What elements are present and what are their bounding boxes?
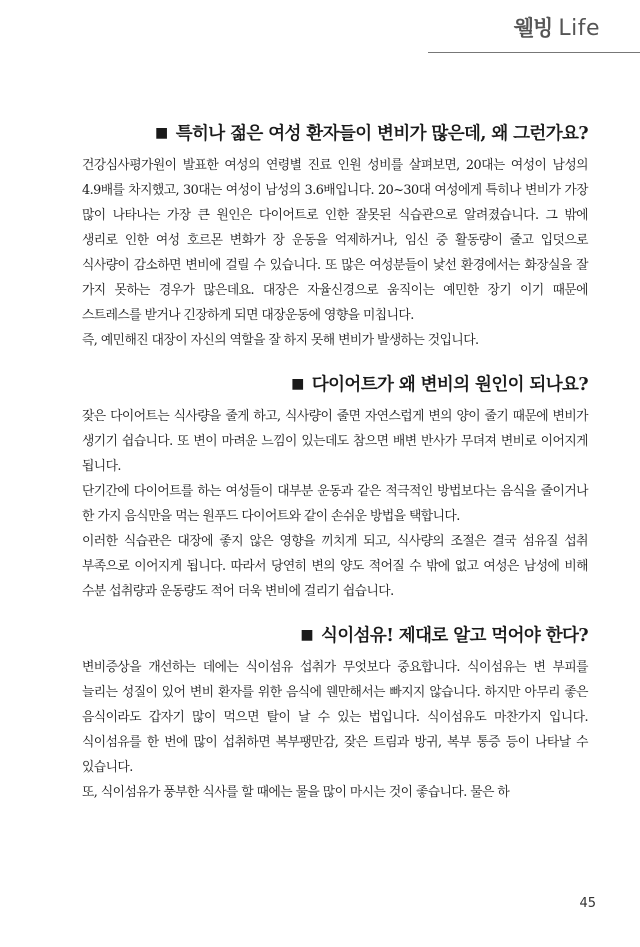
paragraph: 또, 식이섬유가 풍부한 식사를 할 때에는 물을 많이 마시는 것이 좋습니다. 물은 하: [82, 785, 510, 800]
section-diet-cause: [82, 371, 588, 604]
section-heading: [82, 371, 588, 396]
section-heading-text: 식이섬유! 제대로 알고 먹어야 한다?: [321, 626, 588, 646]
paragraph: 즉, 예민해진 대장이 자신의 역할을 잘 하지 못해 변비가 발생하는 것입니다.: [82, 333, 479, 348]
section-heading: [82, 622, 588, 647]
section-dietary-fiber: [82, 622, 588, 805]
header-rule: [428, 52, 640, 53]
paragraph: 이러한 식습관은 대장에 좋지 않은 영향을 끼치게 되고, 식사량의 조절은 결국 섬유질 섭취 부족으로 이어지게 됩니다. 따라서 당연히 변의 양도 적어질 수 밖에 없고 여성은 남성에 비해 수분 섭취량과 운동량도 적어 더욱 변비에 걸리기 쉽습니다.: [82, 534, 588, 599]
page-body: [82, 120, 588, 823]
square-bullet-icon: ■: [155, 125, 168, 141]
square-bullet-icon: ■: [300, 627, 314, 643]
paragraph: 단기간에 다이어트를 하는 여성들이 대부분 운동과 같은 적극적인 방법보다는 음식을 줄이거나 한 가지 음식만을 먹는 원푸드 다이어트와 같이 손쉬운 방법을 택합니다.: [82, 484, 588, 524]
section-heading-text: 다이어트가 왜 변비의 원인이 되나요?: [311, 375, 588, 395]
paragraph: 잦은 다이어트는 식사량을 줄게 하고, 식사량이 줄면 자연스럽게 변의 양이 줄기 때문에 변비가 생기기 쉽습니다. 또 변이 마려운 느낌이 있는데도 참으면 배변 반사가 무뎌져 변비로 이어지게 됩니다.: [82, 409, 588, 474]
section-young-women-constipation: [82, 120, 588, 353]
square-bullet-icon: ■: [291, 376, 304, 392]
header-korean-title: 웰빙: [513, 16, 553, 40]
section-heading-text: 특히나 젊은 여성 환자들이 변비가 많은데, 왜 그런가요?: [175, 124, 588, 144]
paragraph: 변비증상을 개선하는 데에는 식이섬유 섭취가 무엇보다 중요합니다. 식이섬유는 변 부피를 늘리는 성질이 있어 변비 환자를 위한 음식에 웬만해서는 빠지지 않습니다. 하지만 아무리 좋은 음식이라도 갑자기 많이 먹으면 탈이 날 수 있는 법입니다. 식이섬유도 마찬가지 입니다. 식이섬유를 한 번에 많이 섭취하면 복부팽만감, 잦은 트림과 방귀, 복부 통증 등이 나타날 수 있습니다.: [82, 660, 588, 775]
header-english-title: Life: [558, 16, 600, 41]
section-heading: [82, 120, 588, 145]
paragraph: 건강심사평가원이 발표한 여성의 연령별 진료 인원 성비를 살펴보면, 20대는 여성이 남성의 4.9배를 차지했고, 30대는 여성이 남성의 3.6배입니다. 20~30대 여성에게 특히나 변비가 가장 많이 나타나는 가장 큰 원인은 다이어트로 인한 잘못된 식습관으로 알려졌습니다. 그 밖에 생리로 인한 여성 호르몬 변화가 장 운동을 억제하거나, 임신 중 활동량이 줄고 입덧으로 식사량이 감소하면 변비에 걸릴 수 있습니다. 또 많은 여성분들이 낯선 환경에서는 화장실을 잘 가지 못하는 경우가 많은데요. 대장은 자율신경으로 움직이는 예민한 장기 이기 때문에 스트레스를 받거나 긴장하게 되면 대장운동에 영향을 미칩니다.: [82, 158, 588, 323]
page-number: 45: [579, 896, 596, 911]
running-header: [514, 12, 600, 42]
